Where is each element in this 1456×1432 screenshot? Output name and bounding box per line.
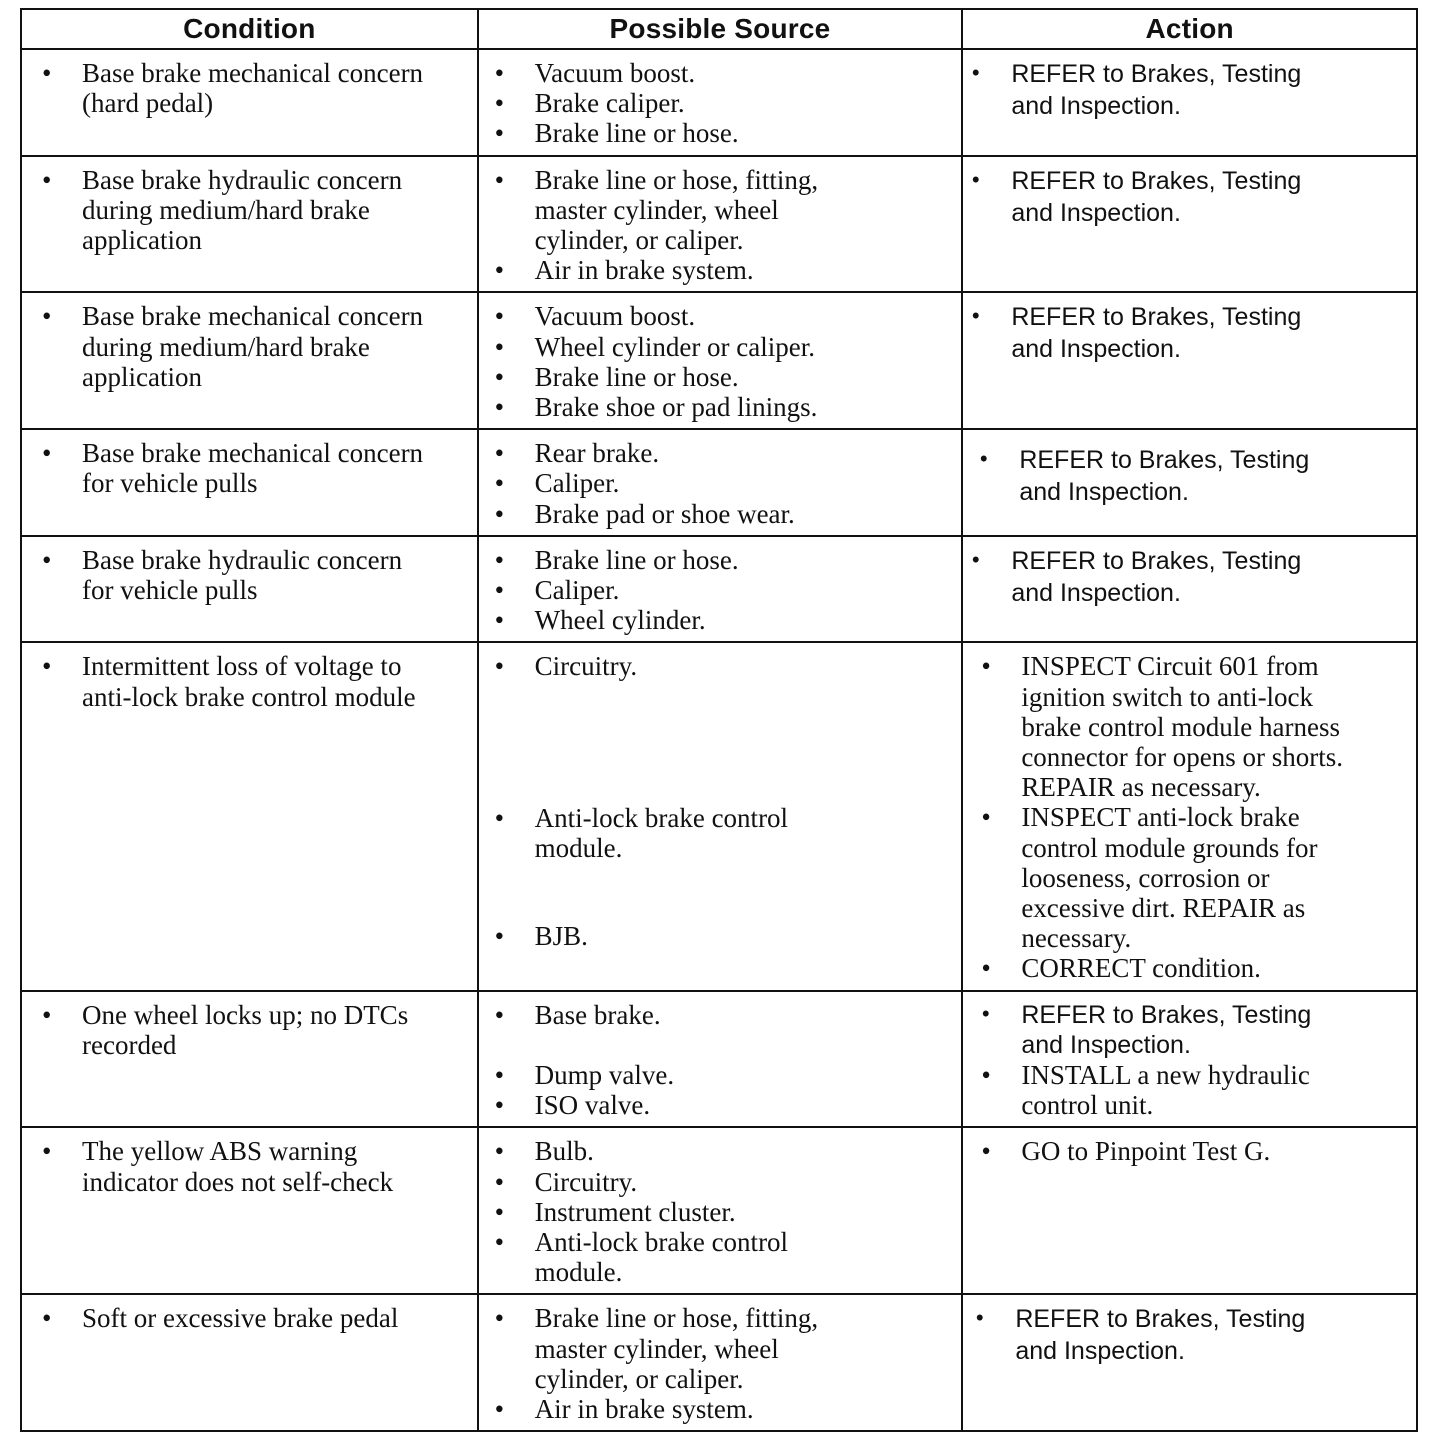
table-row <box>21 1127 1417 1294</box>
action-item: • INSPECT Circuit 601 from ignition switch to anti-lock brake control module harness connector for opens or shorts. REPAIR as necessary. <box>1021 651 1410 802</box>
table-row <box>21 429 1417 536</box>
action-cell <box>962 1294 1417 1431</box>
source-item: • Brake caliper. <box>535 88 956 118</box>
source-item: • Caliper. <box>535 468 956 498</box>
condition-cell <box>21 49 478 156</box>
source-item: • Instrument cluster. <box>535 1197 956 1227</box>
condition-cell <box>21 156 478 293</box>
source-item: • Base brake. <box>535 1000 956 1030</box>
table-row <box>21 642 1417 990</box>
source-item: • Brake line or hose, fitting, master cylinder, wheel cylinder, or caliper. <box>535 165 956 256</box>
header-condition: Condition <box>21 9 478 49</box>
action-item: • CORRECT condition. <box>1021 953 1410 983</box>
source-cell <box>478 429 963 536</box>
condition-cell <box>21 292 478 429</box>
action-cell <box>962 536 1417 643</box>
condition-cell <box>21 642 478 990</box>
action-item: • GO to Pinpoint Test G. <box>1021 1136 1410 1166</box>
source-item: • Brake line or hose. <box>535 362 956 392</box>
source-item: • Caliper. <box>535 575 956 605</box>
source-cell <box>478 536 963 643</box>
header-row <box>21 9 1417 49</box>
source-item: • Circuitry. <box>535 651 956 681</box>
source-item: • Vacuum boost. <box>535 58 956 88</box>
diagnostic-table <box>20 8 1418 1432</box>
action-item: • REFER to Brakes, Testing and Inspection. <box>1011 301 1410 365</box>
source-cell <box>478 642 963 990</box>
source-cell <box>478 1127 963 1294</box>
source-item: • Brake line or hose. <box>535 545 956 575</box>
source-item: • Anti-lock brake control module. <box>535 803 956 863</box>
condition-cell <box>21 1127 478 1294</box>
source-item: • Brake pad or shoe wear. <box>535 499 956 529</box>
source-item: • Air in brake system. <box>535 255 956 285</box>
condition-cell <box>21 991 478 1128</box>
source-item: • Bulb. <box>535 1136 956 1166</box>
source-item: • Air in brake system. <box>535 1394 956 1424</box>
source-cell <box>478 156 963 293</box>
condition-text: • Base brake mechanical concern for vehicle pulls <box>82 438 471 498</box>
source-cell <box>478 49 963 156</box>
action-cell <box>962 1127 1417 1294</box>
source-cell <box>478 991 963 1128</box>
condition-text: • Base brake mechanical concern (hard pedal) <box>82 58 471 118</box>
condition-text: • Soft or excessive brake pedal <box>82 1303 471 1333</box>
action-cell <box>962 49 1417 156</box>
source-item: • ISO valve. <box>535 1090 956 1120</box>
source-item: • Dump valve. <box>535 1060 956 1090</box>
source-item: • Wheel cylinder or caliper. <box>535 332 956 362</box>
condition-cell <box>21 536 478 643</box>
action-item: • INSPECT anti-lock brake control module grounds for looseness, corrosion or excessive dirt. REPAIR as necessary. <box>1021 802 1410 953</box>
action-item: • REFER to Brakes, Testing and Inspection. <box>1021 1000 1410 1060</box>
condition-text: • Intermittent loss of voltage to anti-lock brake control module <box>82 651 471 711</box>
action-cell <box>962 991 1417 1128</box>
action-cell <box>962 292 1417 429</box>
action-item: • REFER to Brakes, Testing and Inspection. <box>1015 1303 1410 1367</box>
condition-text: • One wheel locks up; no DTCs recorded <box>82 1000 471 1060</box>
source-item: • Vacuum boost. <box>535 301 956 331</box>
condition-cell <box>21 429 478 536</box>
condition-text: • The yellow ABS warning indicator does not self-check <box>82 1136 471 1196</box>
condition-text: • Base brake hydraulic concern during medium/hard brake application <box>82 165 471 256</box>
table-row <box>21 156 1417 293</box>
source-item: • BJB. <box>535 921 956 951</box>
source-item: • Anti-lock brake control module. <box>535 1227 956 1287</box>
source-item: • Circuitry. <box>535 1167 956 1197</box>
table-row <box>21 536 1417 643</box>
source-item: • Wheel cylinder. <box>535 605 956 635</box>
table-row <box>21 1294 1417 1431</box>
source-item: • Rear brake. <box>535 438 956 468</box>
action-item: • REFER to Brakes, Testing and Inspection. <box>1019 444 1410 508</box>
condition-text: • Base brake mechanical concern during medium/hard brake application <box>82 301 471 392</box>
source-cell <box>478 1294 963 1431</box>
action-cell <box>962 642 1417 990</box>
table-row <box>21 292 1417 429</box>
action-cell <box>962 429 1417 536</box>
table-row <box>21 49 1417 156</box>
table-row <box>21 991 1417 1128</box>
action-item: • REFER to Brakes, Testing and Inspection. <box>1011 58 1410 122</box>
header-possible-source: Possible Source <box>478 9 963 49</box>
action-cell <box>962 156 1417 293</box>
action-item: • REFER to Brakes, Testing and Inspection. <box>1011 165 1410 229</box>
header-action: Action <box>962 9 1417 49</box>
action-item: • REFER to Brakes, Testing and Inspection. <box>1011 545 1410 609</box>
source-cell <box>478 292 963 429</box>
source-item: • Brake shoe or pad linings. <box>535 392 956 422</box>
action-item: • INSTALL a new hydraulic control unit. <box>1021 1060 1410 1120</box>
condition-text: • Base brake hydraulic concern for vehicle pulls <box>82 545 471 605</box>
condition-cell <box>21 1294 478 1431</box>
source-item: • Brake line or hose. <box>535 118 956 148</box>
source-item: • Brake line or hose, fitting, master cylinder, wheel cylinder, or caliper. <box>535 1303 956 1394</box>
